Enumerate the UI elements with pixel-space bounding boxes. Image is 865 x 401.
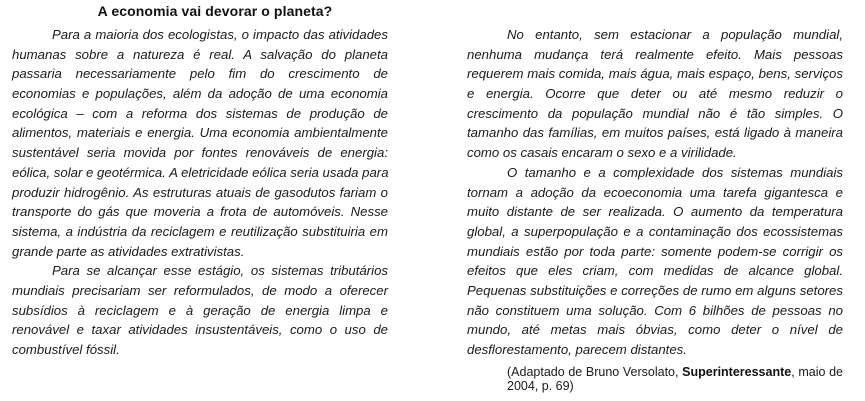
credit-line-2: 2004, p. 69) bbox=[507, 379, 574, 393]
text-line: grande parte as atividades extrativistas. bbox=[12, 243, 245, 259]
text-line: O tamanho e a complexidade dos sistemas mundiais bbox=[507, 164, 843, 180]
text-line: humanas sobre a natureza é real. A salvação do planeta bbox=[12, 46, 388, 62]
text-line: sistema, a indústria da reciclagem e reutilização substituiria em bbox=[12, 223, 388, 239]
text-line: Para se alcançar esse estágio, os sistemas tributários bbox=[52, 263, 388, 279]
text-line: e energia. Ocorre que deter ou até mesmo reduzir o bbox=[467, 86, 843, 102]
text-line: sustentável seria movida por fontes renováveis de energia: bbox=[12, 145, 388, 161]
text-line: mundo, até metas mais óbvias, como deter o nível de bbox=[467, 322, 843, 338]
text-line: eólica, solar e geotérmica. A eletricidade eólica seria usada para bbox=[12, 164, 389, 180]
credit-prefix: (Adaptado de Bruno Versolato, bbox=[507, 365, 679, 379]
text-line: crescimento da população mundial não é tão simples. O bbox=[467, 105, 843, 121]
credit-line-1 bbox=[507, 365, 843, 379]
publication-name: Superinteressante bbox=[682, 365, 792, 379]
paragraph-3 bbox=[467, 25, 843, 163]
text-line: global, a superpopulação e a contaminação dos ecossistemas bbox=[467, 223, 843, 239]
paragraph-1 bbox=[12, 25, 388, 261]
text-line: mundiais precisariam ser reformulados, de modo a oferecer bbox=[12, 282, 388, 298]
article-title: A economia vai devorar o planeta? bbox=[97, 3, 333, 19]
text-line: economias e populações, além da adoção de uma economia bbox=[12, 86, 388, 102]
text-line: nenhuma mudança terá realmente efeito. Mais pessoas bbox=[467, 46, 843, 62]
text-line: mundiais estão por toda parte: somente podem-se corrigir os bbox=[467, 243, 843, 259]
text-line: transporte do gás que moveria a frota de automóveis. Nesse bbox=[12, 204, 388, 220]
text-line: alimentos, materiais e energia. Uma economia ambientalmente bbox=[12, 125, 388, 141]
left-column bbox=[12, 25, 388, 360]
text-line: muito distante de ser realizada. O aumento da temperatura bbox=[467, 204, 843, 220]
text-line: No entanto, sem estacionar a população mundial, bbox=[507, 27, 843, 42]
text-line: como os casais encaram o sexo e a virilidade. bbox=[467, 145, 737, 161]
right-column bbox=[467, 25, 843, 360]
text-line: não constituem uma solução. Com 6 bilhões de pessoas no bbox=[467, 302, 843, 318]
text-line: Pequenas substituições e correções de rumo em alguns setores bbox=[467, 282, 843, 298]
text-line: passaria necessariamente pelo fim do crescimento de bbox=[12, 66, 388, 82]
paragraph-4 bbox=[467, 163, 843, 360]
text-line: requerem mais comida, mais água, mais espaço, bens, serviços bbox=[467, 66, 843, 82]
text-line: tamanho das famílias, em muitos países, está ligado à maneira bbox=[467, 125, 843, 141]
text-line: Para a maioria dos ecologistas, o impacto das atividades bbox=[52, 27, 388, 42]
text-line: desflorestamento, parecem distantes. bbox=[467, 342, 687, 357]
text-line: subsídios à reciclagem e à geração de energia limpa e bbox=[12, 302, 388, 318]
text-line: ecológica – com a reforma dos sistemas de produção de bbox=[12, 105, 388, 121]
text-line: combustível fóssil. bbox=[12, 342, 120, 357]
text-line: tornam a adoção da ecoeconomia uma tarefa gigantesca e bbox=[467, 184, 843, 200]
credit-suffix: , maio de bbox=[791, 365, 843, 379]
text-line: renovável e taxar atividades insustentáveis, como o uso de bbox=[12, 322, 388, 338]
text-line: produzir hidrogênio. As estruturas atuais de gasodutos fariam o bbox=[12, 184, 388, 200]
paragraph-2 bbox=[12, 261, 388, 359]
text-line: efeitos que eles criam, com medidas de alcance global. bbox=[467, 263, 843, 279]
source-credit bbox=[507, 365, 843, 393]
